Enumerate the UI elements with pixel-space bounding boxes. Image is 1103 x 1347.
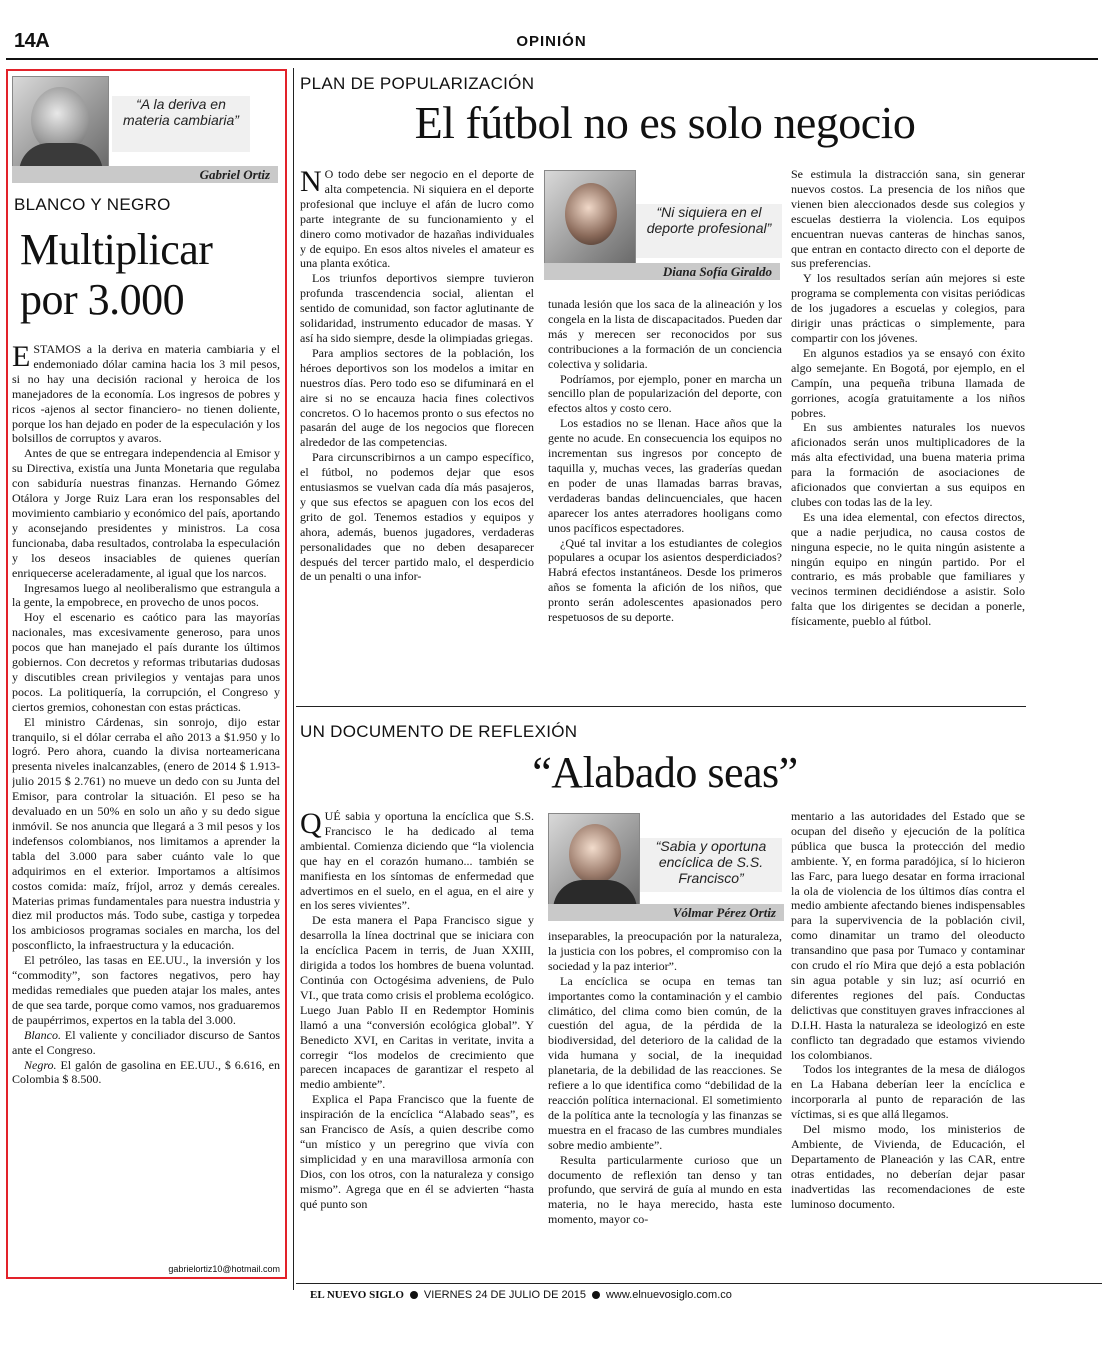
kicker: PLAN DE POPULARIZACIÓN	[300, 74, 535, 93]
paragraph: El petróleo, las tasas en EE.UU., la inversión y los “commodity”, son factores negativos, pero hay medidas remediales que pueden atajar los males, antes de que sea tarde, porque como vamos, nos graduaremos de paupérrimos, expertos en la tabla del 3.000.	[12, 953, 280, 1027]
pull-quote: “A la deriva en materia cambiaria”	[112, 96, 250, 152]
paragraph: Podríamos, por ejemplo, poner en marcha un sencillo plan de popularización del deporte, con efectos altos y costo cero.	[548, 371, 782, 416]
footer-rule	[296, 1283, 1102, 1284]
article-column-1	[300, 809, 534, 1279]
headline: Multiplicar por 3.000	[20, 225, 213, 324]
author-byline: Vólmar Pérez Ortiz	[548, 904, 784, 921]
article-column-1	[300, 167, 534, 695]
footer-url[interactable]: www.elnuevosiglo.com.co	[605, 1289, 732, 1301]
newspaper-name: EL NUEVO SIGLO	[310, 1289, 404, 1301]
drop-cap: Q	[300, 809, 322, 840]
paragraph: Para amplios sectores de la población, los héroes deportivos son los modelos a imitar en nuestros días. Pero todo eso se difuminará en el aire si no se encauza hacia fines colectivos concretos. O lo hacemos pronto o sus efectos no pasarán del auge de los negocios que florecen alrededor de las competencias.	[300, 345, 534, 450]
author-photo	[548, 813, 640, 907]
footer-date: VIERNES 24 DE JULIO DE 2015	[423, 1289, 586, 1301]
article-body	[12, 342, 280, 1260]
headline: “Alabado seas”	[532, 748, 798, 797]
paragraph: Ingresamos luego al neoliberalismo que estrangula a la gente, la empobrece, en provecho de unos pocos.	[12, 580, 280, 610]
author-photo	[12, 76, 109, 168]
article-divider	[296, 706, 1026, 707]
headline: El fútbol no es solo negocio	[414, 97, 916, 148]
paragraph: UÉ sabia y oportuna la encíclica que S.S. Francisco le ha dedicado al tema ambiental. Comienza diciendo que “la violencia que hay en el corazón humano... también se manifiesta en los síntomas de enfermedad que advertimos en el suelo, en el agua, en el aire y en los seres vivientes”.	[300, 809, 534, 913]
paragraph: Todos los integrantes de la mesa de diálogos en La Habana deberían leer la encíclica e incorporarla al punto de reparación de las víctimas, si es que allá llegamos.	[791, 1062, 1025, 1122]
paragraph: El ministro Cárdenas, sin sonrojo, dijo estar tranquilo, si el dólar cerraba el año 2013 a $1.950 y lo logró. Pero ahora, cuando la divisa norteamericana presenta niveles inalcanzables, (enero de 2014 $ 1.913-julio 2015 $ 2.761) no mueve un dedo con su Junta del Emisor, para controlar la situación. El peso se ha devaluado en un 50% en solo un año y su dedo sigue inmóvil. Se nos anuncia que llegará a 3 mil pesos y los indefensos colombianos, nos limitamos a aprender la tabla del 3.000 para saber cuánto vale lo que adquirimos en el exterior. Importamos a altísimos costos comida: maíz, fríjol, arroz y demás cereales. Materias primas fundamentales para nuestra industria y diez mil productos más. Todo sube, castiga y torpedea los ambiciosos programas sociales en marcha, los del posconflicto, la infraestructura y la educación.	[12, 714, 280, 953]
page-number: 14A	[14, 30, 50, 52]
paragraph: Los triunfos deportivos siempre tuvieron profunda trascendencia social, alientan el sentido de comunidad, son factor aglutinante de solidaridad, instrumento educador de masas. Y así ha sido siempre, desde la olimpiadas griegas.	[300, 271, 534, 345]
article-column-3	[791, 809, 1025, 1279]
author-byline: Diana Sofía Giraldo	[544, 263, 780, 280]
blanco-label: Blanco.	[24, 1027, 61, 1042]
paragraph: Antes de que se entregara independencia al Emisor y su Directiva, existía una Junta Monetaria que regulaba con sabiduría nuestras finanzas. Hernando Gómez Otálora y Jorge Ruiz Lara eran los responsables del movimiento cambiario y económico del país, aportando y aconsejando presidentes y ministros. La cosa funcionaba, daba resultados, controlaba la especulación y los deseos insaciables de quienes querían enriquecerse aceleradamente, al igual que los narcos.	[12, 446, 280, 580]
article-column-2	[548, 297, 782, 695]
paragraph: Explica el Papa Francisco que la fuente de inspiración de la encíclica “Alabado seas”, es san Francisco de Asís, a quien describe como “un místico y un peregrino que vivía con simplicidad y en una maravillosa armonía con Dios, con los otros, con la naturaleza y consigo mismo”. Agrega que en él se advierten “hasta qué punto son	[300, 1092, 534, 1211]
paragraph: ¿Qué tal invitar a los estudiantes de colegios populares a ocupar los asientos desperdiciados? Habrá efectos instantáneos. Desde los primeros años se fomenta la afición de los niños, que pronto serán adolescentes apasionados pero respetuosos de su deporte.	[548, 535, 782, 625]
paragraph: Los estadios no se llenan. Hace años que la gente no acude. En consecuencia los equipos no incrementan sus ingresos por concepto de taquilla y, muchas veces, las graderías quedan en poder de unas llamadas barras bravas, verdaderas bandas delincuenciales, que hacen aparecer los antes aterradores hooligans como unos pacíficos espectadores.	[548, 416, 782, 535]
paragraph: Se estimula la distracción sana, sin generar nuevos costos. La presencia de los niños que vienen bien aleccionados desde sus colegios y escuelas destierra la violencia. Los equipos encuentran nuevas canteras de hinchas sanos, que entran en contacto directo con el deporte de sus preferencias.	[791, 167, 1025, 271]
paragraph: Resulta particularmente curioso que un documento de reflexión tan denso y tan profundo, que servirá de guía al mundo en esta materia, no le haya merecido, hasta este momento, mayor co-	[548, 1152, 782, 1227]
top-rule	[6, 58, 1098, 60]
drop-cap: E	[12, 342, 31, 373]
paragraph: Para circunscribirnos a un campo específico, el fútbol, no podemos dejar que esos entusiasmos se vuelvan cada día más pasajeros, y que sus efectos se apaguen con los ecos del grito de gol. Tenemos estadios y equipos y ahora, además, buenos jugadores, verdaderas personalidades que no deben desaparecer después del tercer partido malo, el desperdicio de un penalti o una infor-	[300, 450, 534, 584]
paragraph: De esta manera el Papa Francisco sigue y desarrolla la línea doctrinal que se iniciara con la encíclica Pacem in terris, de Juan XXIII, dirigida a todos los hombres de buena voluntad. Continúa con Octogésima adveniens, de Pulo VI., que trata como crisis el problema ecológico. Luego Juan Pablo II en Redemptor Hominis llamó a una “conversión ecológica global”. Y Benedicto XVI, en Caritas in veritate, invita a corregir “los modelos de crecimiento que parecen incapaces de garantizar el respeto al medio ambiente”.	[300, 913, 534, 1092]
article-column-3	[791, 167, 1025, 695]
negro-text: El galón de gasolina en EE.UU., $ 6.616, en Colombia $ 8.500.	[12, 1057, 280, 1087]
author-photo	[544, 170, 636, 264]
drop-cap: N	[300, 167, 322, 198]
paragraph: Hoy el escenario es caótico para las mayorías nacionales, mas excesivamente generoso, para unos pocos que han manejado el país durante los últimos gobiernos. Con decretos y reformas tributarias dudosas y discutibles crean privilegios y ventajas para unos pocos. La politiquería, la corrupción, el Congreso y ciertos gremios, cohonestan con estas prácticas.	[12, 610, 280, 714]
paragraph: Y los resultados serían aún mejores si este programa se complementa con visitas periódicas de los jugadores a escuelas y colegios, para dirigir unas prácticas o simplemente, para compartir con los jóvenes.	[791, 271, 1025, 345]
author-email[interactable]: gabrielortiz10@hotmail.com	[168, 1264, 280, 1274]
paragraph: En algunos estadios ya se ensayó con éxito algo semejante. En Bogotá, por ejemplo, en el Campín, una pequeña tribuna llamada de gorriones, acogía gratuitamente a los niños pobres.	[791, 345, 1025, 420]
bullet-icon	[410, 1291, 418, 1299]
paragraph: La encíclica se ocupa en temas tan importantes como la contaminación y el cambio climático, del clima como bien común, de la cuestión del agua, de la pérdida de la biodiversidad, del deterioro de la calidad de la vida humana y social, de la inequidad planetaria, de la debilidad de las reacciones. Se refiere a lo que identifica como “debilidad de la reacción política internacional. El sometimiento de la política ante la tecnología y las finanzas se muestra en el fracaso de las cumbres mundiales sobre medio ambiente”.	[548, 973, 782, 1152]
paragraph: Es una idea elemental, con efectos directos, que a nadie perjudica, no causa costos de ninguna especie, no le quita ningún asistente a ningún equipo en ningún partido. Por el contrario, es más probable que familiares y vecinos terminen decidiéndose a asistir. Solo falta que los dirigentes se decidan a ponerle, físicamente, pueblo al fútbol.	[791, 509, 1025, 629]
kicker: BLANCO Y NEGRO	[14, 195, 171, 214]
page-footer	[310, 1289, 1030, 1301]
author-byline: Gabriel Ortiz	[12, 166, 278, 183]
article-column-2	[548, 929, 782, 1279]
paragraph: tunada lesión que los saca de la alineación y los congela en la lista de discapacitados. Pueden dar más y merecen ser reconocidos por sus contribuciones a la formación de un conciencia colectiva y solidaria.	[548, 297, 782, 371]
paragraph: inseparables, la preocupación por la naturaleza, la justicia con los pobres, el compromiso con la sociedad y la paz interior”.	[548, 929, 782, 973]
paragraph: Del mismo modo, los ministerios de Ambiente, de Vivienda, de Educación, el Departamento de Planeación y las CAR, entre otras entidades, no deberían dejar pasar inadvertidas las recomendaciones de este luminoso documento.	[791, 1122, 1025, 1211]
bullet-icon	[592, 1291, 600, 1299]
pull-quote: “Sabia y oportuna encíclica de S.S. Francisco”	[640, 838, 782, 892]
paragraph: STAMOS a la deriva en materia cambiaria y el endemoniado dólar camina hacia los 3 mil pesos, si no hay una decisión racional y heroica de los manejadores de la economía. Los ingresos de pobres y ricos -ajenos al sector financiero- no tienen doliente, porque los han dejado en poder de la especulación y los bolsillos de corruptos y avaros.	[12, 342, 280, 446]
kicker: UN DOCUMENTO DE REFLEXIÓN	[300, 722, 578, 741]
section-title: OPINIÓN	[516, 33, 587, 50]
column-divider	[293, 68, 294, 1290]
paragraph: O todo debe ser negocio en el deporte de alta competencia. Ni siquiera en el deporte profesional que incluye el afán de lucro como parte integrante de su funcionamiento y el dinero como motivador de hazañas individuales y de equipo. En esos altos niveles el amateur es una planta exótica.	[300, 167, 534, 271]
paragraph: En sus ambientes naturales los nuevos aficionados serán unos multiplicadores de la más alta efectividad, una buena materia prima para la formación de asociaciones de aficionados que conviertan a sus equipos en clubes con todas las de la ley.	[791, 420, 1025, 509]
pull-quote: “Ni siquiera en el deporte profesional”	[636, 204, 782, 258]
blanco-text: El valiente y conciliador discurso de Santos ante el Congreso.	[12, 1027, 280, 1057]
negro-label: Negro.	[24, 1057, 57, 1072]
paragraph: mentario a las autoridades del Estado que se ocupan del diseño y ejecución de la política pública que busca la protección del medio ambiente. Y, en forma paradójica, sí lo hicieron las Farc, para luego desatar en forma irracional la ola de violencia de los últimos días contra el medio ambiente afectando bienes indispensables para la supervivencia de la población civil, como dinamitar un tramo del oleoducto transandino que pasa por Tumaco y contaminar con crudo el río Mira que dejó a esta población sin agua potable y sin luz; así ocurrió en diferentes regiones del país. Conductas delictivas que constituyen graves infracciones al D.I.H. Hasta la naturaleza se ideologizó en este conflicto tan degradado que estamos viviendo los colombianos.	[791, 809, 1025, 1062]
